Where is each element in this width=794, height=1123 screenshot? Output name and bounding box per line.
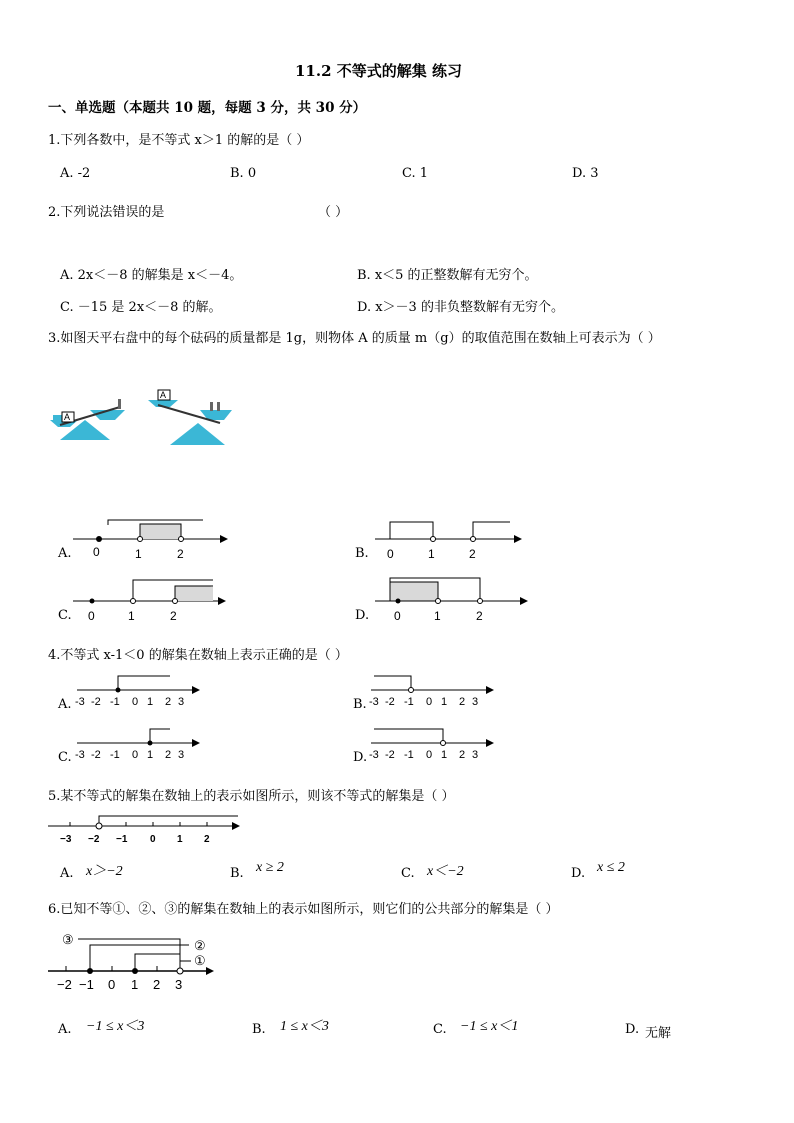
tick: 0	[93, 545, 100, 559]
tick: -3	[369, 696, 379, 708]
tick: 3	[472, 696, 479, 708]
tick: -1	[404, 696, 414, 708]
tick: -3	[369, 749, 379, 761]
balance-scales-figure	[50, 385, 250, 455]
tick: -2	[385, 696, 395, 708]
tick: -1	[110, 696, 120, 708]
q4-option-d[interactable]: D.	[353, 750, 368, 765]
tick: 2	[459, 749, 466, 761]
question-2-stem: 2.下列说法错误的是	[48, 205, 165, 220]
tick: 1	[147, 696, 154, 708]
q4-option-c[interactable]: C.	[58, 750, 72, 765]
tick: 3	[178, 749, 185, 761]
tick: -1	[110, 749, 120, 761]
q3-option-b[interactable]: B.	[355, 546, 369, 561]
q6-option-a[interactable]: A.	[58, 1022, 72, 1037]
q6-option-b-math: 1 ≤ x＜3	[280, 1019, 329, 1034]
tick: 1	[147, 749, 154, 761]
q1-option-c[interactable]: C. 1	[402, 166, 429, 181]
q3-box-label-left: A	[64, 412, 71, 422]
tick: −3	[60, 834, 72, 845]
q5-option-a[interactable]: A.	[60, 866, 74, 881]
tick: 2	[153, 977, 161, 992]
q6-numberline	[46, 928, 221, 993]
q1-option-d[interactable]: D. 3	[572, 166, 599, 181]
tick: 0	[108, 977, 116, 992]
q4-numberline-b	[366, 672, 506, 707]
tick: −2	[88, 834, 100, 845]
question-6-stem: 6.已知不等①、②、③的解集在数轴上的表示如图所示，则它们的公共部分的解集是（ ）	[48, 902, 559, 917]
tick: −2	[57, 977, 72, 992]
tick: 0	[88, 609, 95, 623]
label-3: ③	[62, 932, 74, 947]
tick: 1	[177, 834, 183, 845]
q6-option-d-text: 无解	[645, 1026, 672, 1041]
tick: -3	[75, 749, 85, 761]
q1-option-b[interactable]: B. 0	[230, 166, 257, 181]
tick: 0	[150, 834, 156, 845]
tick: 1	[135, 547, 142, 561]
q2-option-c[interactable]: C. －15 是 2x＜－8 的解。	[60, 300, 222, 315]
tick: 0	[426, 696, 433, 708]
tick: -2	[385, 749, 395, 761]
q3-option-d[interactable]: D.	[355, 608, 370, 623]
tick: 1	[441, 749, 448, 761]
question-5-stem: 5.某不等式的解集在数轴上的表示如图所示，则该不等式的解集是（ ）	[48, 789, 455, 804]
question-1-stem: 1.下列各数中，是不等式 x＞1 的解的是（ ）	[48, 133, 310, 148]
q1-option-a[interactable]: A. -2	[60, 166, 91, 181]
q5-option-c-math: x＜−2	[427, 864, 464, 879]
tick: −1	[79, 977, 94, 992]
q5-option-a-math: x＞−2	[86, 864, 123, 879]
section-heading: 一、单选题（本题共 10 题，每题 3 分，共 30 分）	[48, 100, 367, 116]
q6-option-a-math: −1 ≤ x＜3	[86, 1019, 145, 1034]
q3-option-a[interactable]: A.	[58, 546, 72, 561]
q4-option-a[interactable]: A.	[58, 697, 72, 712]
q3-numberline-c	[68, 572, 238, 622]
q6-option-d[interactable]: D.	[625, 1022, 640, 1037]
tick: 0	[426, 749, 433, 761]
q2-option-a[interactable]: A. 2x＜－8 的解集是 x＜－4。	[60, 268, 243, 283]
tick: 1	[434, 609, 441, 623]
q6-option-c[interactable]: C.	[433, 1022, 447, 1037]
tick: -2	[91, 749, 101, 761]
tick: 3	[178, 696, 185, 708]
question-4-stem: 4.不等式 x-1＜0 的解集在数轴上表示正确的是（ ）	[48, 648, 348, 663]
q3-box-label-right: A	[160, 390, 167, 400]
tick: 2	[469, 547, 476, 561]
q5-option-b[interactable]: B.	[230, 866, 244, 881]
tick: 0	[387, 547, 394, 561]
tick: 2	[476, 609, 483, 623]
q3-option-c[interactable]: C.	[58, 608, 72, 623]
question-2-paren: （ ）	[318, 205, 349, 220]
label-1: ①	[194, 953, 206, 968]
q4-numberline-c	[72, 725, 212, 760]
q4-numberline-d	[366, 725, 506, 760]
tick: 3	[472, 749, 479, 761]
q4-numberline-a	[72, 672, 212, 707]
q4-option-b[interactable]: B.	[353, 697, 367, 712]
tick: 2	[165, 749, 172, 761]
q6-option-b[interactable]: B.	[252, 1022, 266, 1037]
tick: 0	[132, 696, 139, 708]
q5-option-d[interactable]: D.	[571, 866, 586, 881]
tick: 2	[177, 547, 184, 561]
tick: 2	[165, 696, 172, 708]
tick: 2	[170, 609, 177, 623]
tick: -3	[75, 696, 85, 708]
tick: 1	[128, 609, 135, 623]
q3-numberline-d	[370, 572, 540, 622]
q5-numberline	[46, 812, 246, 847]
tick: 0	[132, 749, 139, 761]
tick: 2	[459, 696, 466, 708]
tick: 0	[394, 609, 401, 623]
question-3-stem: 3.如图天平右盘中的每个砝码的质量都是 1g，则物体 A 的质量 m（g）的取值范围在数轴上可表示为（ ）	[48, 331, 661, 346]
q2-option-d[interactable]: D. x＞－3 的非负整数解有无穷个。	[357, 300, 564, 315]
q5-option-c[interactable]: C.	[401, 866, 415, 881]
tick: -2	[91, 696, 101, 708]
label-2: ②	[194, 938, 206, 953]
q2-option-b[interactable]: B. x＜5 的正整数解有无穷个。	[357, 268, 538, 283]
page-title: 11.2 不等式的解集 练习	[295, 62, 462, 80]
tick: -1	[404, 749, 414, 761]
tick: 1	[441, 696, 448, 708]
tick: −1	[116, 834, 128, 845]
q6-option-c-math: −1 ≤ x＜1	[460, 1019, 519, 1034]
q3-numberline-b	[370, 510, 540, 560]
tick: 3	[175, 977, 183, 992]
q3-numberline-a	[68, 510, 238, 560]
q5-option-d-math: x ≤ 2	[597, 860, 625, 875]
tick: 1	[131, 977, 139, 992]
q5-option-b-math: x ≥ 2	[256, 860, 284, 875]
tick: 2	[204, 834, 210, 845]
tick: 1	[428, 547, 435, 561]
